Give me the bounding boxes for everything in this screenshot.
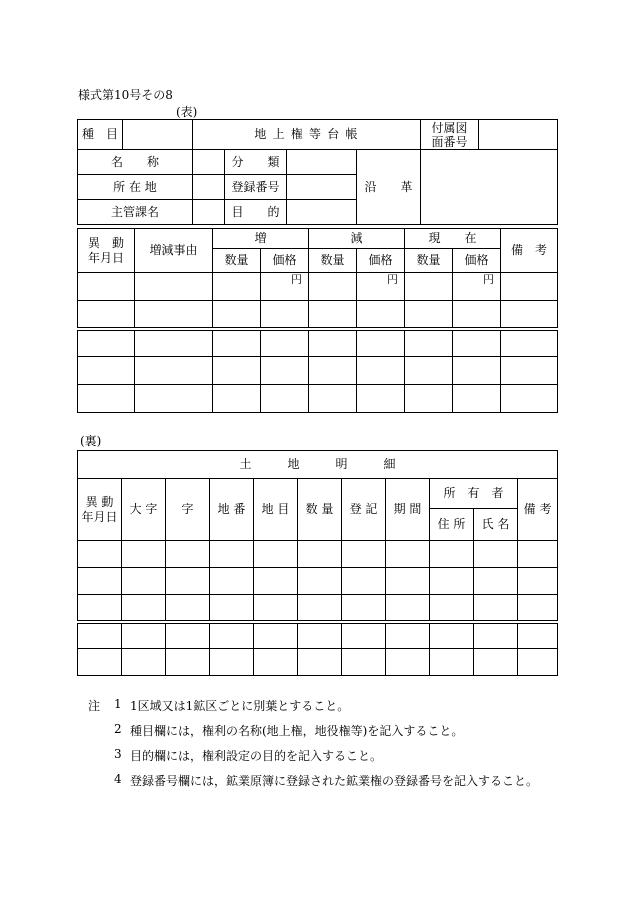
attached-value	[479, 120, 558, 150]
change-date-1: 異 動	[87, 235, 124, 250]
oaza-header: 大 字	[122, 479, 166, 541]
table-row	[78, 385, 558, 413]
table-row	[78, 622, 558, 649]
history-label: 沿 革	[357, 150, 421, 225]
note-num: 4	[114, 772, 122, 786]
back-qty-header: 数 量	[298, 479, 342, 541]
reason-header: 増減事由	[135, 229, 213, 273]
attached-label	[421, 120, 479, 150]
name-value	[193, 150, 225, 175]
aza-header: 字	[166, 479, 210, 541]
location-label: 所 在 地	[78, 175, 193, 200]
table-row	[78, 541, 558, 568]
note-text: 目的欄には，権利設定の目的を記入すること。	[130, 749, 383, 763]
table-row	[78, 595, 558, 622]
class-value	[287, 150, 357, 175]
dec-price-header: 価格	[357, 249, 405, 273]
owner-name-header: 氏 名	[474, 509, 518, 541]
kind-value	[123, 120, 193, 150]
back-remarks-header: 備 考	[518, 479, 558, 541]
note-text: 種目欄には，権利の名称(地上権，地役権等)を記入すること。	[130, 724, 464, 738]
dec-qty-header: 数量	[309, 249, 357, 273]
back-change-date-header	[78, 479, 122, 541]
note-num: 3	[114, 747, 122, 761]
notes-prefix: 注	[88, 699, 101, 713]
purpose-value	[287, 200, 357, 225]
owner-header: 所 有 者	[430, 479, 518, 509]
change-date-2: 年月日	[87, 250, 124, 265]
inc-price-header: 価格	[261, 249, 309, 273]
note-text: 登録番号欄には，鉱業原簿に登録された鉱業権の登録番号を記入すること。	[130, 774, 539, 788]
kind-label: 種 目	[78, 120, 123, 150]
ledger-title: 地 上 権 等 台 帳	[193, 120, 421, 150]
dept-value	[193, 200, 225, 225]
registry-header: 登 記	[342, 479, 386, 541]
yen-unit: 円	[453, 273, 501, 301]
form-label: 様式第10号その8	[78, 88, 173, 102]
table-row	[78, 357, 558, 385]
back-title: 土 地 明 細	[78, 451, 558, 479]
inc-qty-header: 数量	[213, 249, 261, 273]
back-land-table	[77, 450, 558, 676]
attached-label-2: 面番号	[431, 134, 468, 149]
location-value	[193, 175, 225, 200]
period-header: 期 間	[386, 479, 430, 541]
class-label: 分 類	[225, 150, 287, 175]
table-row	[78, 649, 558, 676]
cur-qty-header: 数量	[405, 249, 453, 273]
dept-label: 主管課名	[78, 200, 193, 225]
yen-unit: 円	[357, 273, 405, 301]
lot-header: 地 番	[210, 479, 254, 541]
front-label: (表)	[176, 105, 198, 119]
table-row	[78, 329, 558, 357]
note-num: 1	[114, 697, 122, 711]
name-label: 名 称	[78, 150, 193, 175]
front-header-table	[77, 119, 558, 225]
cur-price-header: 価格	[453, 249, 501, 273]
address-header: 住 所	[430, 509, 474, 541]
note-text: 1区域又は1鉱区ごとに別葉とすること。	[130, 699, 350, 713]
yen-unit: 円	[261, 273, 309, 301]
remarks-header: 備 考	[501, 229, 558, 273]
back-label: (裏)	[80, 434, 102, 448]
table-row	[78, 301, 558, 329]
attached-label-1: 付属図	[431, 120, 468, 135]
decrease-header: 減	[309, 229, 405, 249]
history-value	[421, 150, 558, 225]
note-num: 2	[114, 722, 122, 736]
back-change-date-2: 年月日	[81, 509, 118, 524]
table-row	[78, 568, 558, 595]
table-row	[78, 273, 558, 301]
reg-no-label: 登録番号	[225, 175, 287, 200]
change-date-header	[78, 229, 135, 273]
landcat-header: 地 目	[254, 479, 298, 541]
reg-no-value	[287, 175, 357, 200]
back-change-date-1: 異 動	[85, 494, 114, 509]
front-movement-table	[77, 228, 558, 413]
purpose-label: 目 的	[225, 200, 287, 225]
current-header: 現 在	[405, 229, 501, 249]
increase-header: 増	[213, 229, 309, 249]
